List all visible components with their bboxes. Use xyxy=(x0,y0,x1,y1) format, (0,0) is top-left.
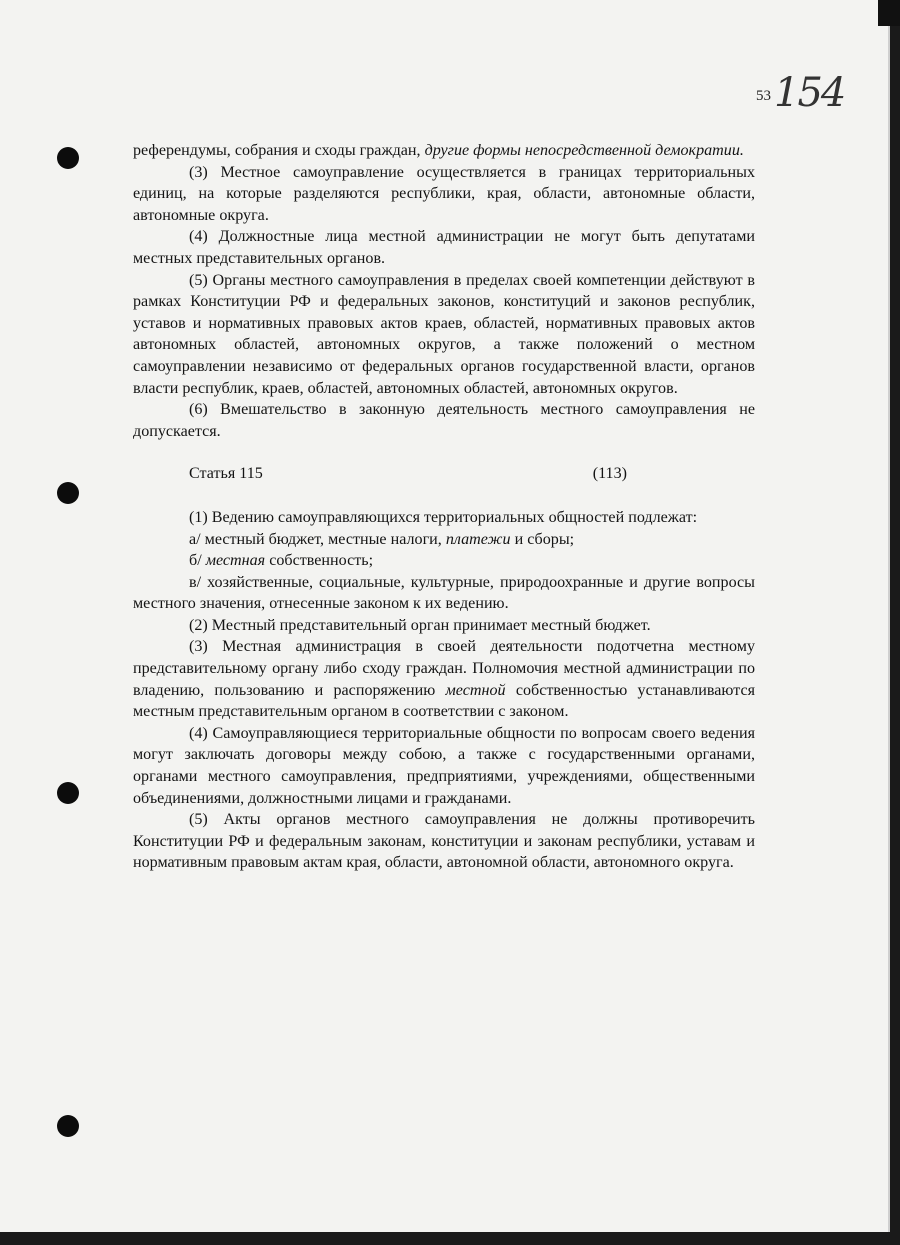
paragraph xyxy=(133,226,755,269)
paragraph-text: (6) Вмешательство в законную деятельность местного самоуправления не допускается. xyxy=(133,401,755,440)
italic-text: местная xyxy=(205,552,266,570)
paragraph-text: (1) Ведению самоуправляющихся территориальных общностей подлежат: xyxy=(189,508,698,526)
paragraph-text: (3) Местное самоуправление осуществляется в границах территориальных единиц, на которые разделяются республики, края, области, автономные области, автономные округа. xyxy=(133,163,755,224)
paragraph xyxy=(133,270,755,400)
italic-text: платежи xyxy=(445,530,511,548)
document-body xyxy=(133,140,755,874)
top-paragraphs xyxy=(133,140,755,442)
punch-hole-4 xyxy=(57,1115,79,1137)
italic-text: другие формы непосредственной демократии. xyxy=(424,142,744,159)
punch-hole-2 xyxy=(57,482,79,504)
paragraph xyxy=(133,507,755,529)
paragraph-text: собственность; xyxy=(265,552,374,570)
paragraph-text: а/ местный бюджет, местные налоги, xyxy=(189,530,446,548)
paragraph-text: референдумы, собрания и сходы граждан, xyxy=(133,142,425,159)
paragraph xyxy=(133,615,755,637)
paragraph-text: б/ xyxy=(189,552,206,570)
paragraph-text: собственностью устанавливаются местным представительным органом в соответствии с законом. xyxy=(133,681,755,721)
paragraph xyxy=(133,162,755,227)
handwritten-page-number: 154 xyxy=(774,70,845,116)
paragraph-text: и сборы; xyxy=(510,530,575,548)
paragraph xyxy=(133,809,755,874)
paragraph xyxy=(133,140,755,162)
paragraph-text: (5) Акты органов местного самоуправления не должны противоречить Конституции РФ и федеральным законам, конституции и законам республики, уставам и нормативным правовым актам края, области, автономной области, автономного округа. xyxy=(133,811,755,872)
bottom-paragraphs xyxy=(133,507,755,874)
paragraph-text: в/ хозяйственные, социальные, культурные, природоохранные и другие вопросы местного значения, отнесенные законом к их ведению. xyxy=(133,573,755,613)
paragraph xyxy=(133,550,755,572)
paragraph-text: (3) Местная администрация в своей деятельности подотчетна местному представительному органу либо сходу граждан. Полномочия местной администрации по владению, пользованию и распоряжению xyxy=(133,638,755,699)
paragraph-text: (4) Самоуправляющиеся территориальные общности по вопросам своего ведения могут заключать договоры между собою, а также с государственными органами, органами местного самоуправления, предприятиями, учреждениями, общественными объединениями, должностными лицами и гражданами. xyxy=(133,724,755,807)
page-number: 53 xyxy=(756,88,771,104)
paragraph xyxy=(133,572,755,615)
punch-hole-1 xyxy=(57,147,79,169)
paragraph-text: (5) Органы местного самоуправления в пределах своей компетенции действуют в рамках Конституции РФ и федеральных законов, конституций и законов республик, уставов и нормативных правовых актов краев, областей, нормативных правовых актов автономных областей, автономных округов, а также положений о местном самоуправлении независимо от федеральных органов государственной власти, органов власти республик, краев, областей, автономных областей, автономных округов. xyxy=(133,271,755,397)
paragraph xyxy=(133,636,755,722)
paragraph xyxy=(133,399,755,442)
article-title: Статья 115 xyxy=(189,465,263,483)
paragraph xyxy=(133,723,755,809)
italic-text: местной xyxy=(445,681,506,699)
paragraph xyxy=(133,529,755,551)
article-ref: (113) xyxy=(592,465,627,483)
article-heading xyxy=(133,463,755,485)
paragraph-text: (4) Должностные лица местной администрации не могут быть депутатами местных представительных органов. xyxy=(133,228,755,267)
punch-hole-3 xyxy=(57,782,79,804)
paragraph-text: (2) Местный представительный орган принимает местный бюджет. xyxy=(189,616,651,634)
scan-edge xyxy=(878,0,900,26)
